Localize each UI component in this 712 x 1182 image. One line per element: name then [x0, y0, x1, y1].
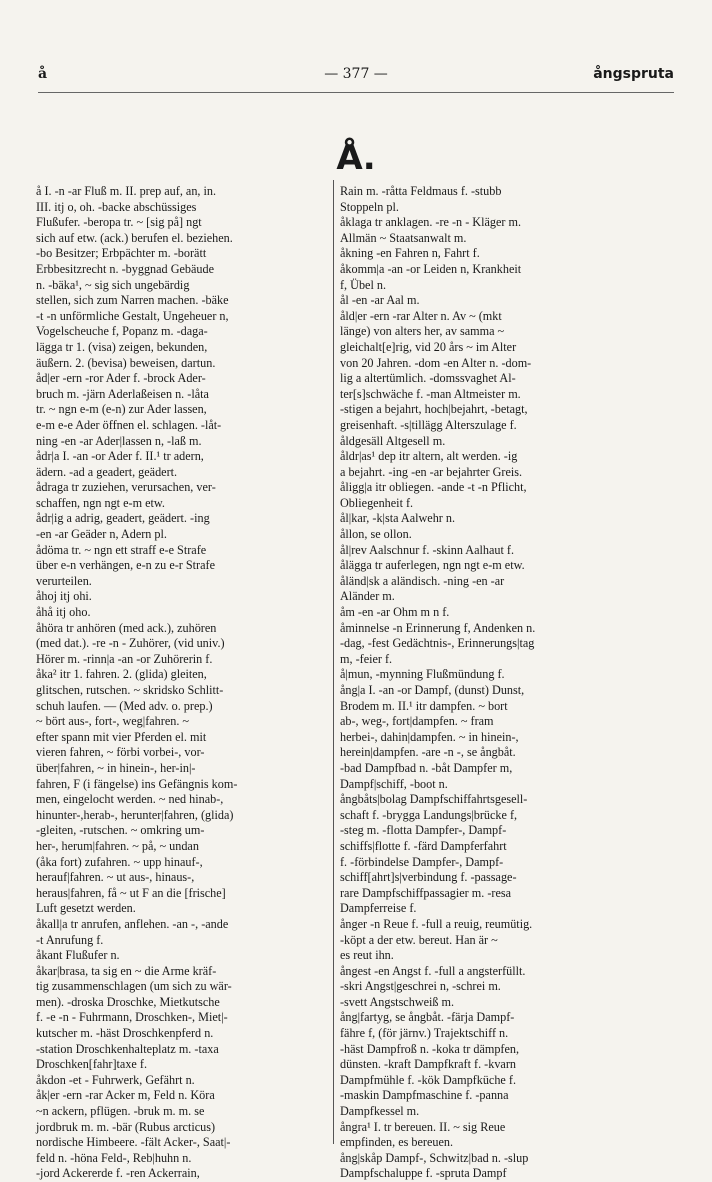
entry-line: über|fahren, ~ in hinein-, her-in|-: [36, 760, 196, 775]
entry-line: -köpt a der etw. bereut. Han är ~: [340, 932, 498, 947]
entry-line: f. -e -n - Fuhrmann, Droschken-, Miet|-: [36, 1010, 228, 1025]
entry-line: -dag, -fest Gedächtnis-, Erinnerungs|tag: [340, 636, 535, 651]
entry-line: Flußufer. -beropa tr. ~ [sig på] ngt: [36, 215, 202, 230]
entry-line: ångra¹ I. tr bereuen. II. ~ sig Reue: [340, 1119, 506, 1134]
entry-line: ållon, se ollon.: [340, 527, 412, 542]
entry-line: Erbbesitzrecht n. -byggnad Gebäude: [36, 261, 215, 276]
entry-line: åhå itj oho.: [36, 605, 91, 620]
entry-line: ål|rev Aalschnur f. -skinn Aalhaut f.: [340, 542, 515, 557]
entry-line: -bo Besitzer; Erbpächter m. -borätt: [36, 246, 207, 261]
entry-line: herein|dampfen. -are -n -, se ångbåt.: [340, 745, 516, 760]
header-left-word: å: [38, 66, 48, 82]
entry-line: men, eingelocht werden. ~ ned hinab-,: [36, 792, 224, 807]
entry-line: -maskin Dampfmaschine f. -panna: [340, 1088, 509, 1103]
entry-line: ädern. -ad a geadert, geädert.: [36, 464, 178, 479]
entry-line: ålägga tr auferlegen, ngn ngt e-m etw.: [340, 558, 525, 573]
entry-line: ning -en -ar Ader|lassen n, -laß m.: [36, 433, 202, 448]
entry-line: Rain m. -råtta Feldmaus f. -stubb: [340, 184, 502, 198]
entry-line: herbei-, dahin|dampfen. ~ in hinein-,: [340, 729, 519, 744]
entry-line: åka² itr 1. fahren. 2. (glida) gleiten,: [36, 667, 207, 682]
section-letter: Å.: [336, 138, 376, 178]
entry-line: åld|er -ern -rar Alter n. Av ~ (mkt: [340, 308, 502, 323]
entry-line: ~n ackern, pflügen. -bruk m. m. se: [36, 1104, 205, 1119]
entry-line: Vogelscheuche f, Popanz m. -daga-: [36, 324, 208, 339]
entry-line: -häst Dampfroß n. -koka tr dämpfen,: [340, 1041, 520, 1056]
entry-line: schuh laufen. — (Med adv. o. prep.): [36, 698, 213, 713]
entry-line: -svett Angstschweiß m.: [340, 994, 455, 1009]
entry-line: ång|fartyg, se ångbåt. -färja Dampf-: [340, 1010, 515, 1025]
entry-line: ångbåts|bolag Dampfschiffahrtsgesell-: [340, 792, 528, 807]
entry-line: tr. ~ ngn e-m (e-n) zur Ader lassen,: [36, 402, 207, 417]
entry-line: bruch m. -järn Aderlaßeisen n. -låta: [36, 386, 209, 401]
entry-line: stellen, sich zum Narren machen. -bäke: [36, 293, 229, 308]
entry-line: ter[s]schwäche f. -man Altmeister m.: [340, 386, 521, 401]
entry-line: hinunter-,herab-, herunter|fahren, (glida): [36, 807, 234, 822]
entry-line: ål|kar, -k|sta Aalwehr n.: [340, 511, 456, 526]
entry-line: ådöma tr. ~ ngn ett straff e-e Strafe: [36, 542, 207, 557]
entry-line: Dampfmühle f. -kök Dampfküche f.: [340, 1072, 516, 1087]
entry-line: Brodem m. II.¹ itr dampfen. ~ bort: [340, 698, 508, 713]
entry-line: her-, herum|fahren. ~ på, ~ undan: [36, 838, 199, 853]
entry-line: Allmän ~ Staatsanwalt m.: [340, 230, 467, 245]
entry-line: sich auf etw. (ack.) berufen el. beziehen.: [36, 230, 233, 245]
entry-line: -t -n unförmliche Gestalt, Ungeheuer n,: [36, 308, 229, 323]
entry-line: -stigen a bejahrt, hoch|bejahrt, -betagt,: [340, 402, 528, 417]
entry-line: heraus|fahren, få ~ ut F an die [frische]: [36, 885, 226, 900]
entry-line: åkdon -et - Fuhrwerk, Gefährt n.: [36, 1072, 195, 1087]
entry-line: åm -en -ar Ohm m n f.: [340, 605, 450, 620]
entry-line: äußern. 2. (bevisa) beweisen, dartun.: [36, 355, 216, 370]
entry-line: Droschken[fahr]taxe f.: [36, 1057, 147, 1072]
entry-line: glitschen, rutschen. ~ skridsko Schlitt-: [36, 683, 224, 697]
entry-line: greisenhaft. -s|tillägg Alterszulage f.: [340, 417, 517, 432]
entry-line: schiffs|flotte f. -färd Dampferfahrt: [340, 838, 507, 853]
right-column: [340, 184, 674, 1181]
entry-line: jordbruk m. m. -bär (Rubus arcticus): [36, 1119, 216, 1134]
entry-line: (åka fort) zufahren. ~ upp hinauf-,: [36, 854, 203, 869]
entry-line: rare Dampfschiffpassagier m. -resa: [340, 885, 511, 900]
entry-line: nordische Himbeere. -fält Acker-, Saat|-: [36, 1135, 231, 1150]
entry-line: efter spann mit vier Pferden el. mit: [36, 729, 207, 744]
entry-line: Dampfkessel m.: [340, 1104, 420, 1119]
entry-line: ådraga tr zuziehen, verursachen, ver-: [36, 480, 216, 495]
entry-line: von 20 Jahren. -dom -en Alter n. -dom-: [340, 355, 532, 370]
page-number: — 377 —: [324, 66, 388, 82]
entry-line: (med dat.). -re -n - Zuhörer, (vid univ.): [36, 636, 225, 651]
entry-line: dünsten. -kraft Dampfkraft f. -kvarn: [340, 1057, 516, 1072]
entry-line: -steg m. -flotta Dampfer-, Dampf-: [340, 823, 507, 838]
entry-line: f. -förbindelse Dampfer-, Dampf-: [340, 854, 504, 869]
entry-line: ådr|a I. -an -or Ader f. II.¹ tr adern,: [36, 449, 204, 464]
entry-line: Luft gesetzt werden.: [36, 901, 136, 916]
entry-line: länge) von alters her, av samma ~: [340, 324, 505, 339]
entry-line: f, Übel n.: [340, 277, 387, 292]
entry-line: verurteilen.: [36, 573, 92, 588]
entry-line: åklaga tr anklagen. -re -n - Kläger m.: [340, 215, 522, 230]
entry-line: å|mun, -mynning Flußmündung f.: [340, 667, 505, 682]
entry-line: -en -ar Geäder n, Adern pl.: [36, 527, 167, 542]
entry-line: ånger -n Reue f. -full a reuig, reumütig.: [340, 916, 533, 931]
entry-line: ål -en -ar Aal m.: [340, 293, 420, 308]
entry-line: schaft f. -brygga Landungs|brücke f,: [340, 807, 518, 822]
entry-line: schiff[ahrt]s|verbindung f. -passage-: [340, 870, 517, 885]
entry-line: ångest -en Angst f. -full a angsterfüllt.: [340, 963, 526, 978]
entry-line: ång|skåp Dampf-, Schwitz|bad n. -slup: [340, 1150, 529, 1165]
entry-line: åkomm|a -an -or Leiden n, Krankheit: [340, 261, 522, 276]
entry-line: m, -feier f.: [340, 651, 393, 666]
entry-line: åkar|brasa, ta sig en ~ die Arme kräf-: [36, 963, 217, 978]
entry-line: åldgesäll Altgesell m.: [340, 433, 446, 448]
entry-line: lägga tr 1. (visa) zeigen, bekunden,: [36, 339, 208, 354]
entry-line: ång|a I. -an -or Dampf, (dunst) Dunst,: [340, 683, 525, 697]
entry-line: Dampferreise f.: [340, 901, 417, 916]
entry-line: ab-, weg-, fort|dampfen. ~ fram: [340, 714, 494, 729]
entry-line: III. itj o, oh. -backe abschüssiges: [36, 199, 197, 214]
entry-line: ~ bört aus-, fort-, weg|fahren. ~: [36, 714, 190, 729]
entry-line: lig a altertümlich. -domssvaghet Al-: [340, 371, 516, 386]
header-right-word: ångspruta: [593, 66, 674, 82]
entry-line: Obliegenheit f.: [340, 495, 414, 510]
entry-line: Stoppeln pl.: [340, 199, 399, 214]
entry-line: åhoj itj ohi.: [36, 589, 92, 604]
entry-line: men). -droska Droschke, Mietkutsche: [36, 994, 220, 1009]
entry-line: gleichalt[e]rig, vid 20 års ~ im Alter: [340, 339, 517, 354]
entry-line: -skri Angst|geschrei n, -schrei m.: [340, 979, 501, 994]
entry-line: herauf|fahren. ~ ut aus-, hinaus-,: [36, 870, 195, 885]
entry-line: kutscher m. -häst Droschkenpferd n.: [36, 1026, 214, 1041]
entry-line: Aländer m.: [340, 589, 395, 604]
entry-line: å I. -n -ar Fluß m. II. prep auf, an, in.: [36, 184, 217, 198]
entry-line: es reut ihn.: [340, 948, 394, 963]
page-header: [38, 66, 674, 88]
entry-line: Dampfschaluppe f. -spruta Dampf: [340, 1166, 507, 1181]
entry-line: åkall|a tr anrufen, anflehen. -an -, -ande: [36, 916, 229, 931]
entry-line: -bad Dampfbad n. -båt Dampfer m,: [340, 760, 513, 775]
entry-line: åminnelse -n Erinnerung f, Andenken n.: [340, 620, 536, 635]
entry-line: Hörer m. -rinn|a -an -or Zuhörerin f.: [36, 651, 213, 666]
entry-line: fahren, F (i fängelse) ins Gefängnis kom-: [36, 776, 238, 791]
entry-line: -gleiten, -rutschen. ~ omkring um-: [36, 823, 205, 838]
column-divider: [333, 180, 334, 1144]
entry-line: tig zusammenschlagen (um sich zu wär-: [36, 979, 232, 994]
entry-line: schaffen, ngn ngt e-m etw.: [36, 495, 165, 510]
header-rule: [38, 92, 674, 93]
left-column: [36, 184, 328, 1181]
entry-line: Dampf|schiff, -boot n.: [340, 776, 448, 791]
entry-line: über e-n verhängen, e-n zu e-r Strafe: [36, 558, 215, 573]
entry-line: åldr|as¹ dep itr altern, alt werden. -ig: [340, 449, 518, 464]
entry-line: empfinden, es bereuen.: [340, 1135, 454, 1150]
entry-line: åligg|a itr obliegen. -ande -t -n Pflicht,: [340, 480, 527, 495]
entry-line: åländ|sk a aländisch. -ning -en -ar: [340, 573, 505, 588]
entry-line: åd|er -ern -ror Ader f. -brock Ader-: [36, 371, 206, 386]
entry-line: åk|er -ern -rar Acker m, Feld n. Köra: [36, 1088, 215, 1103]
entry-line: åkant Flußufer n.: [36, 948, 120, 963]
entry-line: vieren fahren, ~ förbi vorbei-, vor-: [36, 745, 205, 760]
entry-line: n. -bäka¹, ~ sig sich ungebärdig: [36, 277, 190, 292]
entry-line: -station Droschkenhalteplatz m. -taxa: [36, 1041, 219, 1056]
entry-line: e-m e-e Ader öffnen el. schlagen. -låt-: [36, 417, 222, 432]
entry-line: ådr|ig a adrig, geadert, geädert. -ing: [36, 511, 210, 526]
entry-line: feld n. -höna Feld-, Reb|huhn n.: [36, 1150, 192, 1165]
entry-line: fähre f, (för järnv.) Trajektschiff n.: [340, 1026, 509, 1041]
entry-line: a bejahrt. -ing -en -ar bejahrter Greis.: [340, 464, 523, 479]
entry-line: -t Anrufung f.: [36, 932, 104, 947]
entry-line: åhöra tr anhören (med ack.), zuhören: [36, 620, 217, 635]
entry-line: -jord Ackererde f. -ren Ackerrain,: [36, 1166, 200, 1181]
entry-line: åkning -en Fahren n, Fahrt f.: [340, 246, 480, 261]
